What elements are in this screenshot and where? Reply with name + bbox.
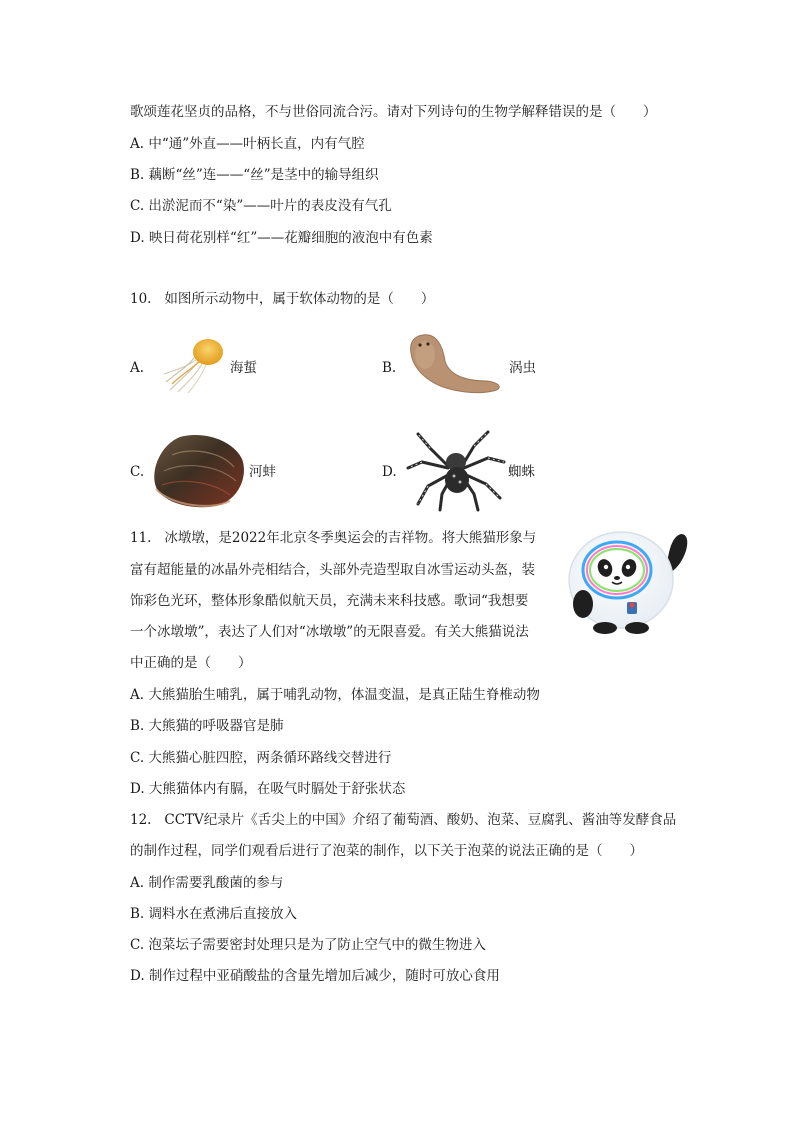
q10-stem: 如图所示动物中，属于软体动物的是（ ）	[164, 291, 435, 307]
q10-option-c-caption: 河蚌	[249, 464, 276, 480]
q11-stem-line-3: 饰彩色光环，整体形象酷似航天员，充满未来科技感。歌词“我想要	[130, 593, 529, 609]
q9-option-a[interactable]: A. 中“通”外直——叶柄长直，内有气腔	[130, 136, 365, 152]
q10-option-b-caption: 涡虫	[509, 360, 536, 376]
q11-stem-line-4: 一个冰墩墩”，表达了人们对“冰墩墩”的无限喜爱。有关大熊猫说法	[130, 624, 529, 640]
q10-option-d-letter[interactable]: D.	[382, 464, 397, 480]
q12-stem-text-1: CCTV纪录片《舌尖上的中国》介绍了葡萄酒、酸奶、泡菜、豆腐乳、酱油等发酵食品	[164, 812, 677, 828]
q12-stem-line-2: 的制作过程，同学们观看后进行了泡菜的制作，以下关于泡菜的说法正确的是（ ）	[130, 843, 643, 859]
q10-option-d-caption: 蜘蛛	[508, 464, 535, 480]
q10-option-b-letter[interactable]: B.	[382, 360, 397, 376]
q10-option-a-caption: 海蜇	[230, 360, 257, 376]
mussel-icon[interactable]	[150, 431, 248, 511]
q11-option-b[interactable]: B. 大熊猫的呼吸器官是肺	[130, 718, 284, 734]
q11-option-c[interactable]: C. 大熊猫心脏四腔，两条循环路线交替进行	[130, 750, 392, 766]
q9-stem: 歌颂莲花坚贞的品格，不与世俗同流合污。请对下列诗句的生物学解释错误的是（ ）	[130, 104, 657, 120]
q9-option-b[interactable]: B. 藕断“丝”连——“丝”是茎中的输导组织	[130, 167, 379, 183]
q10-number: 10.	[130, 291, 152, 307]
q11-option-d[interactable]: D. 大熊猫体内有膈，在吸气时膈处于舒张状态	[130, 781, 406, 797]
q12-option-b[interactable]: B. 调料水在煮沸后直接放入	[130, 906, 298, 922]
jellyfish-icon[interactable]	[160, 336, 228, 394]
q10-option-c-letter[interactable]: C.	[130, 464, 145, 480]
q12-stem-line-1	[130, 811, 676, 829]
flatworm-icon[interactable]	[405, 331, 505, 401]
q12-option-a[interactable]: A. 制作需要乳酸菌的参与	[130, 875, 284, 891]
q11-stem-line-2: 富有超能量的冰晶外壳相结合，头部外壳造型取自冰雪运动头盔，装	[130, 562, 535, 578]
q11-stem-text-1: 冰墩墩，是2022年北京冬季奥运会的吉祥物。将大熊猫形象与	[164, 530, 537, 546]
q9-option-d[interactable]: D. 映日荷花别样“红”——花瓣细胞的液泡中有色素	[130, 230, 433, 246]
bing-dwen-dwen-icon	[563, 528, 691, 634]
q12-option-d[interactable]: D. 制作过程中亚硝酸盐的含量先增加后减少，随时可放心食用	[130, 968, 500, 984]
q12-number: 12.	[130, 812, 152, 828]
q12-option-c[interactable]: C. 泡菜坛子需要密封处理只是为了防止空气中的微生物进入	[130, 937, 486, 953]
q10-stem-line	[130, 290, 434, 308]
q11-stem-line-5: 中正确的是（ ）	[130, 655, 252, 671]
spider-icon[interactable]	[404, 428, 508, 512]
q11-stem-line-1	[130, 529, 536, 547]
q10-option-a-letter[interactable]: A.	[130, 360, 145, 376]
q11-option-a[interactable]: A. 大熊猫胎生哺乳，属于哺乳动物，体温变温，是真正陆生脊椎动物	[130, 687, 540, 703]
q11-number: 11.	[130, 530, 152, 546]
q9-option-c[interactable]: C. 出淤泥而不“染”——叶片的表皮没有气孔	[130, 198, 392, 214]
